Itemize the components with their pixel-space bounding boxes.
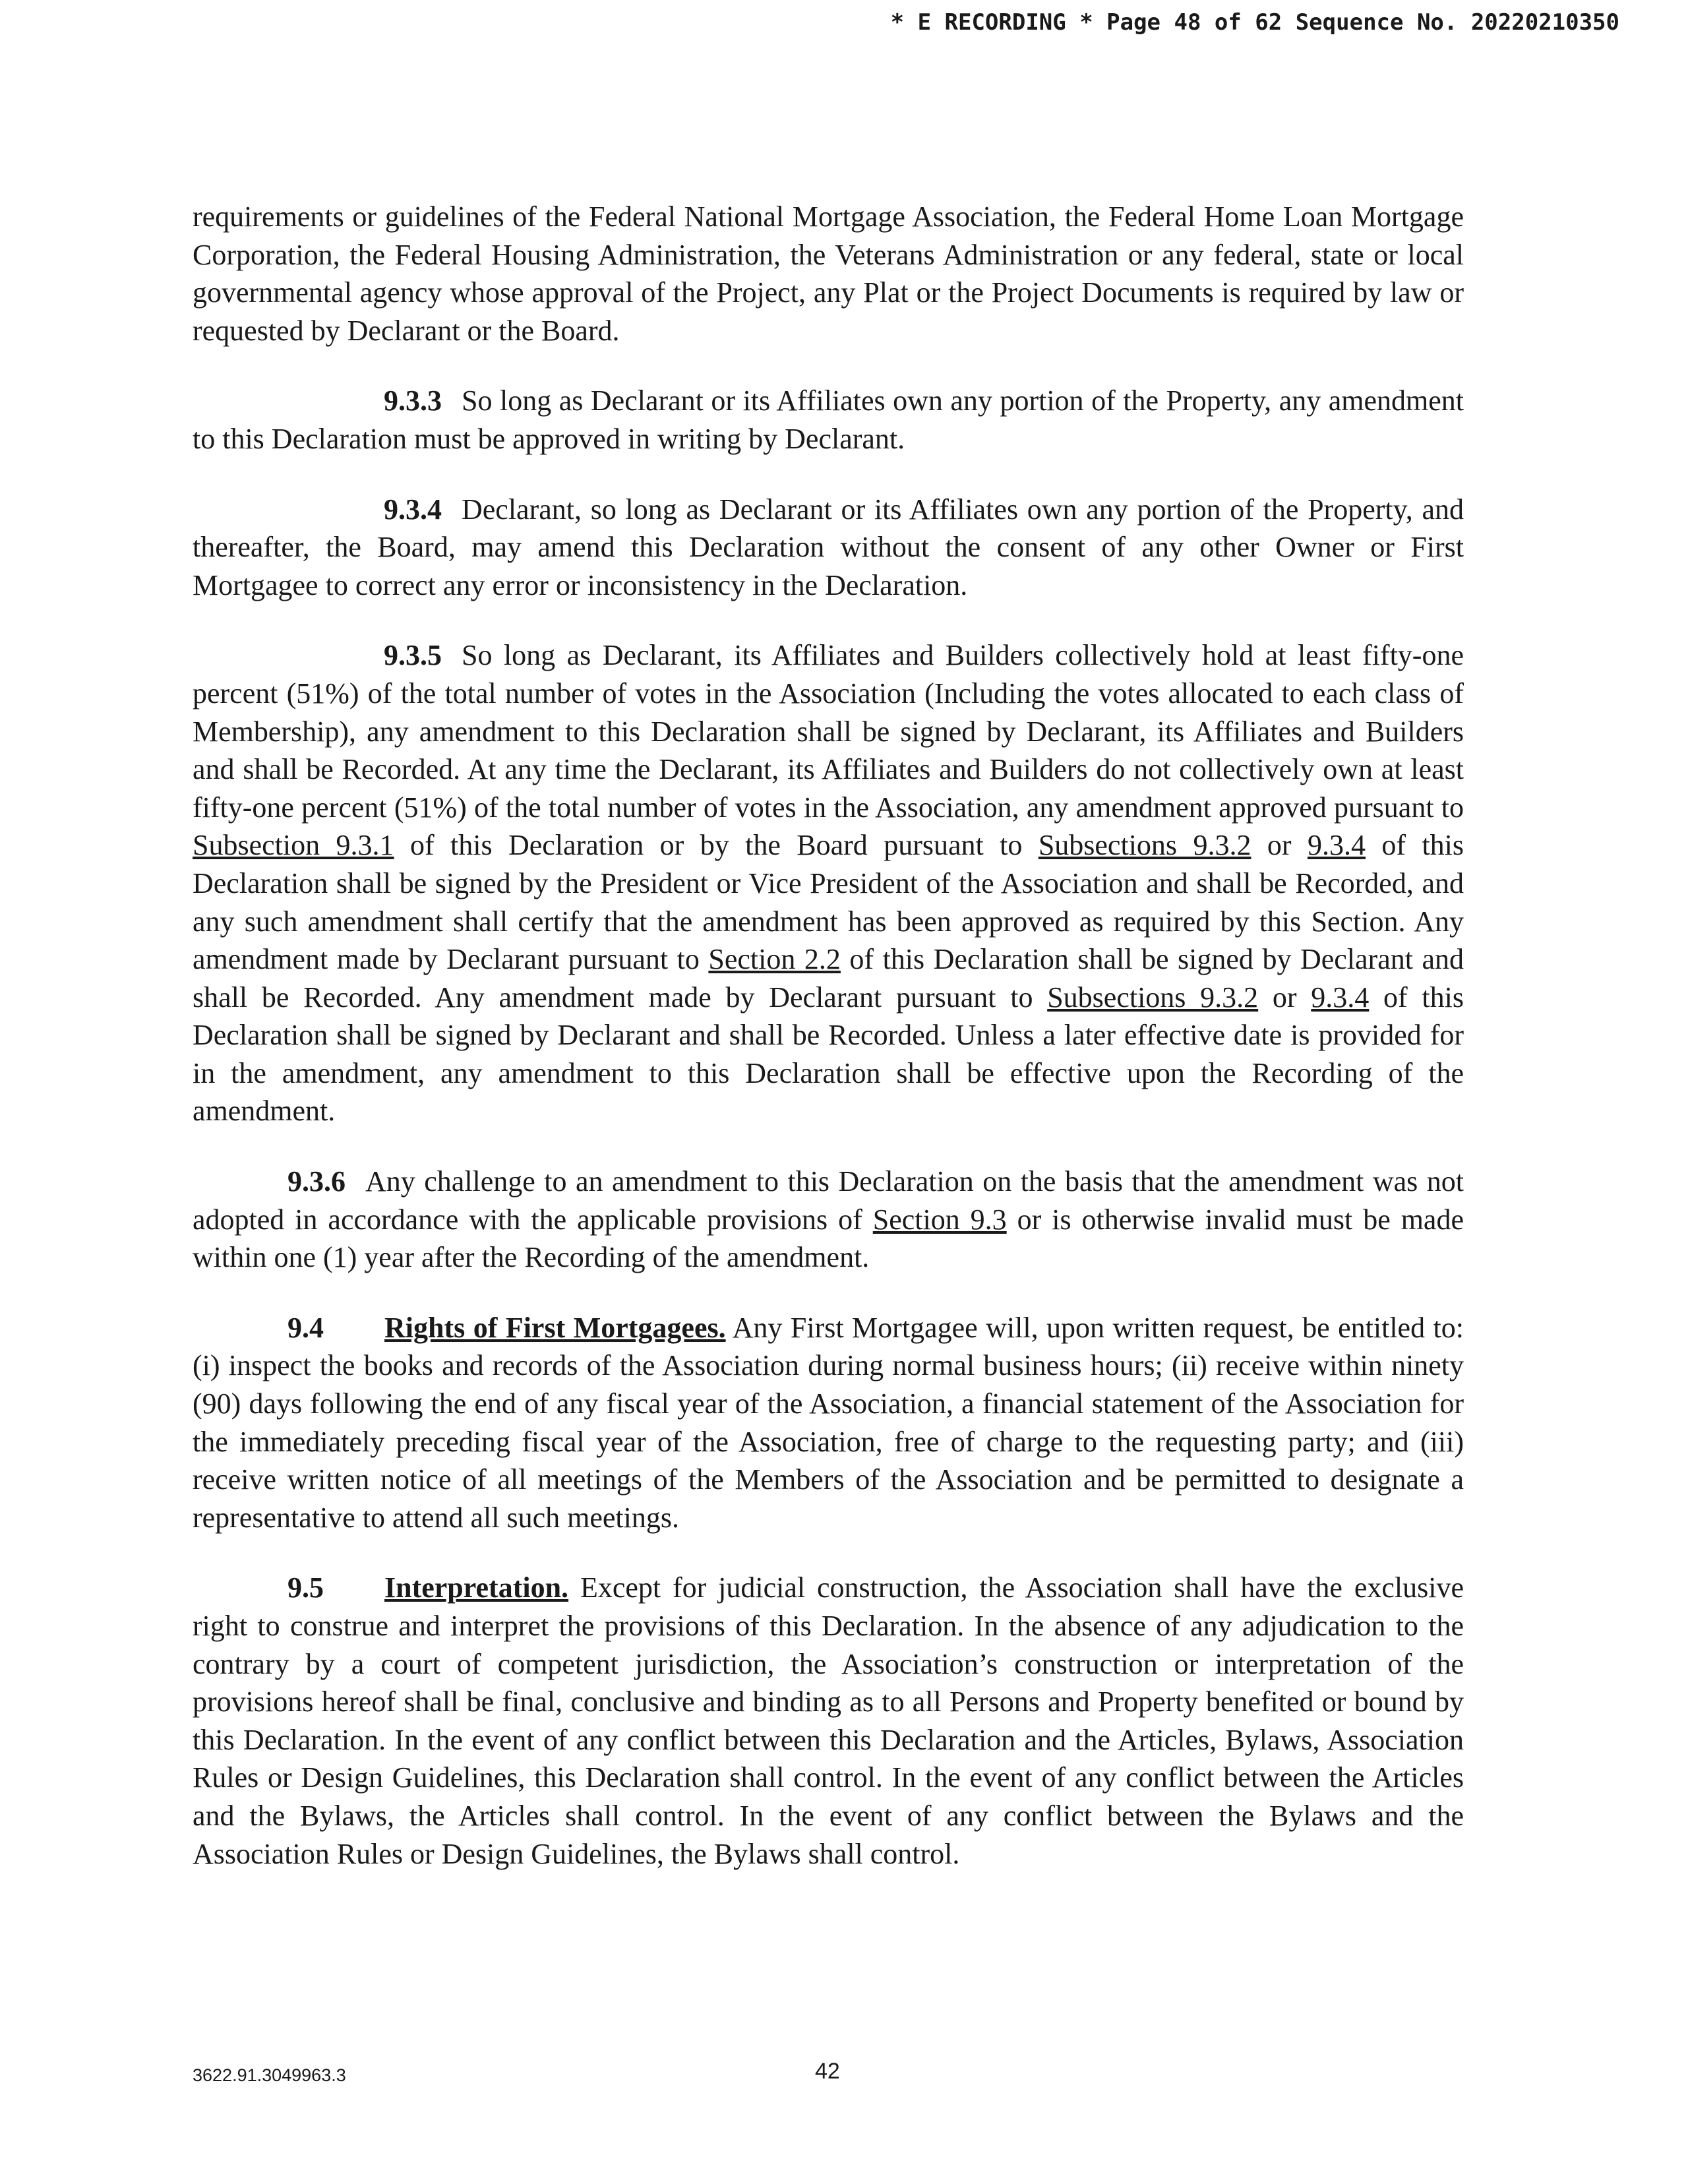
paragraph-text: So long as Declarant, its Affiliates and Builders collectively hold at least fifty-one percent (51%) of the total number of votes in the Association (Including the votes allocated to each class of Membership), any amendment to this Declaration shall be signed by Declarant, its Affiliates and Builders and shall be Recorded. At any time the Declarant, its Affiliates and Builders do not collectively own at least fifty-one percent (51%) of the total number of votes in the Association, any amendment approved pursuant to <box>193 639 1464 824</box>
paragraph-text: Declarant, so long as Declarant or its Affiliates own any portion of the Property, and thereafter, the Board, may amend this Declaration without the consent of any other Owner or First Mortgagee to correct any error or inconsistency in the Declaration. <box>193 493 1464 601</box>
paragraph-text: of this Declaration shall be signed by Declarant and shall be Recorded. Unless a later effective date is provided for in the amendment, any amendment to this Declaration shall be effective upon the Recording of the amendment. <box>193 981 1464 1128</box>
paragraph-9-4 <box>193 1309 1464 1537</box>
paragraph-text: or <box>1267 829 1292 862</box>
paragraph-9-3-5 <box>193 636 1464 1130</box>
paragraph-9-3-3 <box>193 382 1464 458</box>
section-number: 9.5 <box>287 1571 324 1604</box>
section-heading: Rights of First Mortgagees. <box>384 1311 726 1344</box>
document-id: 3622.91.3049963.3 <box>193 2065 346 2085</box>
section-number: 9.4 <box>287 1311 324 1344</box>
document-body <box>193 198 1464 1905</box>
paragraph-9-3-6 <box>193 1163 1464 1277</box>
paragraph-text: Any First Mortgagee will, upon written request, be entitled to: (i) inspect the books and records of the Association during normal business hours; (ii) receive within ninety (90) days following the end of any fiscal year of the Association, a financial statement of the Association for the immediately preceding fiscal year of the Association, free of charge to the requesting party; and (iii) receive written notice of all meetings of the Members of the Association and be permitted to designate a representative to attend all such meetings. <box>193 1311 1464 1534</box>
cross-reference-link[interactable]: 9.3.4 <box>1311 981 1370 1014</box>
paragraph-text: of this Declaration or by the Board pursuant to <box>409 829 1023 862</box>
paragraph-intro: requirements or guidelines of the Federal National Mortgage Association, the Federal Home Loan Mortgage Corporation, the Federal Housing Administration, the Veterans Administration or any federal, state or local governmental agency whose approval of the Project, any Plat or the Project Documents is required by law or requested by Declarant or the Board. <box>193 200 1464 347</box>
recording-header: * E RECORDING * Page 48 of 62 Sequence No. 20220210350 <box>890 9 1619 36</box>
cross-reference-link[interactable]: Subsections 9.3.2 <box>1038 829 1251 862</box>
cross-reference-link[interactable]: Subsection 9.3.1 <box>193 829 394 862</box>
section-number: 9.3.3 <box>384 384 442 417</box>
paragraph-text: Any challenge to an amendment to this Declaration on the basis that the amendment was not adopted in accordance with the applicable provisions of <box>193 1165 1464 1236</box>
section-heading: Interpretation. <box>384 1571 569 1604</box>
section-number: 9.3.5 <box>384 639 442 672</box>
paragraph-text: or is otherwise invalid must be made within one (1) year after the Recording of the amendment. <box>193 1203 1464 1274</box>
cross-reference-link[interactable]: Section 9.3 <box>872 1203 1007 1236</box>
paragraph-text: Except for judicial construction, the Association shall have the exclusive right to construe and interpret the provisions of this Declaration. In the absence of any adjudication to the contrary by a court of competent jurisdiction, the Association’s construction or interpretation of the provisions hereof shall be final, conclusive and binding as to all Persons and Property benefited or bound by this Declaration. In the event of any conflict between this Declaration and the Articles, Bylaws, Association Rules or Design Guidelines, this Declaration shall control. In the event of any conflict between the Articles and the Bylaws, the Articles shall control. In the event of any conflict between the Bylaws and the Association Rules or Design Guidelines, the Bylaws shall control. <box>193 1571 1464 1870</box>
cross-reference-link[interactable]: Subsections 9.3.2 <box>1047 981 1259 1014</box>
paragraph-text: So long as Declarant or its Affiliates own any portion of the Property, any amendment to this Declaration must be approved in writing by Declarant. <box>193 384 1464 455</box>
page-number: 42 <box>815 2059 840 2084</box>
paragraph-9-3-4 <box>193 491 1464 605</box>
cross-reference-link[interactable]: Section 2.2 <box>708 943 841 976</box>
paragraph-text: of this Declaration shall be signed by Declarant and shall be Recorded. <box>193 943 1464 1014</box>
cross-reference-link[interactable]: 9.3.4 <box>1307 829 1366 862</box>
paragraph-text: of this Declaration shall be signed by the President or Vice President of the Association and shall be Recorded, and any such amendment shall certify that the amendment has been approved as required by this Section. Any amendment made by Declarant pursuant to <box>193 829 1464 976</box>
paragraph-text: Any amendment made by Declarant pursuant to <box>435 981 1033 1014</box>
section-number: 9.3.6 <box>287 1165 346 1198</box>
section-number: 9.3.4 <box>384 493 442 526</box>
paragraph-9-5 <box>193 1569 1464 1873</box>
paragraph-text: or <box>1272 981 1297 1014</box>
